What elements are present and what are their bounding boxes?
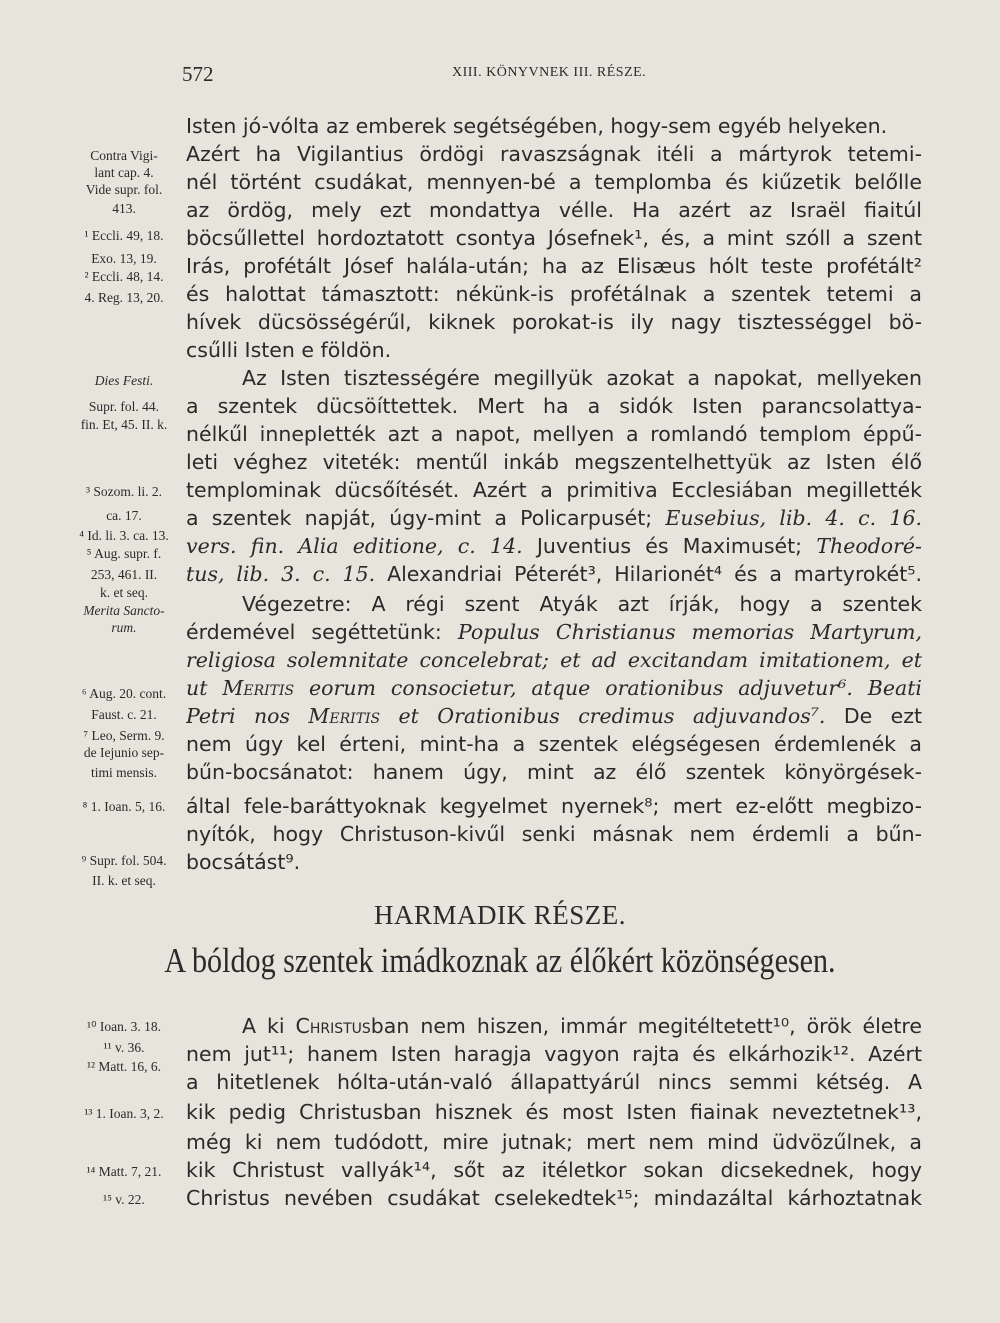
margin-note: ⁹ Supr. fol. 504. <box>81 853 167 868</box>
margin-note: ⁴ Id. li. 3. ca. 13. <box>79 528 169 543</box>
body-line: bűn-bocsánatot: hanem úgy, mint az élő szentek könyörgések- <box>186 760 922 784</box>
body-line: nyítók, hogy Christuson-kivűl senki másnak nem érdemli a bűn- <box>186 822 922 846</box>
margin-note: Faust. c. 21. <box>91 707 157 722</box>
body-line: kik Christust vallyák¹⁴, sőt az itéletkor sokan dicsekednek, hogy <box>186 1158 922 1182</box>
margin-note: ¹⁴ Matt. 7, 21. <box>86 1164 162 1179</box>
text-run: a szentek napját, úgy-mint a Policarpusét; <box>186 506 666 530</box>
latin-quote: eorum consocietur, atque orationibus adjuvetur⁶. Beati <box>294 676 922 700</box>
margin-note: ¹⁵ v. 22. <box>103 1192 145 1207</box>
margin-note: ca. 17. <box>106 508 142 523</box>
body-line <box>242 1012 922 1040</box>
body-line: Azért ha Vigilantius ördögi ravaszságnak itéli a mártyrok tetemi- <box>186 142 922 166</box>
body-line: templominak dücsőítését. Azért a primitiva Ecclesiában megillették <box>186 478 922 502</box>
margin-note: rum. <box>111 620 137 635</box>
margin-note: Contra Vigi- <box>90 148 158 163</box>
body-line: nél történt csudákat, mennyen-bé a templomba és kiűzetik belőlle <box>186 170 922 194</box>
margin-note: de Iejunio sep- <box>83 745 165 760</box>
body-line: Az Isten tisztességére megillyük azokat a napokat, mellyeken <box>242 366 922 390</box>
margin-note: ² Eccli. 48, 14. <box>84 269 164 284</box>
margin-note: Supr. fol. 44. <box>88 399 160 414</box>
latin-quote: et Orationibus credimus adjuvandos⁷. <box>380 704 826 728</box>
text-run: Christus <box>295 1014 371 1038</box>
text-run: A ki <box>242 1014 296 1038</box>
body-line <box>186 532 922 560</box>
citation: vers. fin. Alia editione, c. 14. <box>186 534 523 558</box>
margin-note: ¹³ 1. Ioan. 3, 2. <box>84 1106 164 1121</box>
body-line: csűlli Isten e földön. <box>186 338 392 362</box>
section-subtitle: A bóldog szentek imádkoznak az élőkért közönségesen. <box>164 941 836 980</box>
margin-note: Exo. 13, 19. <box>91 251 157 266</box>
margin-note: timi mensis. <box>90 765 157 780</box>
margin-note: ¹² Matt. 16, 6. <box>86 1059 162 1074</box>
margin-note: Dies Festi. <box>94 373 154 388</box>
latin-quote: Populus Christianus memorias Martyrum, <box>457 620 922 644</box>
margin-note: fin. Et, 45. II. k. <box>80 417 168 432</box>
body-line: még ki nem tudódott, mire jutnak; mert nem mind üdvözűlnek, a <box>186 1130 922 1154</box>
margin-note: ¹⁰ Ioan. 3. 18. <box>87 1019 161 1034</box>
latin-quote: Petri nos <box>186 704 309 728</box>
margin-note: ⁸ 1. Ioan. 5, 16. <box>82 799 166 814</box>
body-line <box>186 618 922 646</box>
body-line <box>186 560 922 588</box>
margin-note: 413. <box>112 201 136 216</box>
margin-note: Merita Sancto- <box>83 603 165 618</box>
body-line: az ördög, mely ezt mondattya vélle. Ha azért az Israël fiaitúl <box>186 198 922 222</box>
text-run: érdemével segéttetünk: <box>186 620 458 644</box>
body-line: Végezetre: A régi szent Atyák azt írják, hogy a szentek <box>242 592 922 616</box>
body-line: és halottat támasztott: nékünk-is profétálnak a szentek tetemi a <box>186 282 922 306</box>
body-line: Irás, profétált Jósef halála-után; ha az Elisæus hólt teste profétált² <box>186 254 922 278</box>
body-line: által fele-baráttyoknak kegyelmet nyernek⁸; mert ez-előtt megbizo- <box>186 794 922 818</box>
margin-note: lant cap. 4. <box>94 165 154 180</box>
page-number: 572 <box>182 62 214 86</box>
citation: Theodoré- <box>816 534 922 558</box>
body-line <box>186 504 922 532</box>
text-run: Juventius és Maximusét; <box>522 534 817 558</box>
body-line <box>186 646 922 674</box>
body-line <box>186 702 922 730</box>
margin-note: II. k. et seq. <box>92 873 156 888</box>
latin-quote: Meritis <box>308 704 381 728</box>
latin-quote: religiosa solemnitate concelebrat; et ad excitandam imitationem, et <box>186 648 922 672</box>
margin-note: ⁶ Aug. 20. cont. <box>81 686 167 701</box>
body-line: a szentek dücsöíttettek. Mert ha a sidók Isten parancsolattya- <box>186 394 922 418</box>
body-line: kik pedig Christusban hisznek és most Isten fiainak neveztetnek¹³, <box>186 1100 922 1124</box>
margin-note: 253, 461. II. <box>90 567 158 582</box>
latin-quote: Meritis <box>222 676 295 700</box>
margin-note: ⁷ Leo, Serm. 9. <box>83 728 165 743</box>
latin-quote: ut <box>186 676 223 700</box>
body-line: leti véghez viteték: mentűl inkáb megszentelhettyük az Isten élő <box>186 450 922 474</box>
text-run: Alexandriai Péterét³, Hilarionét⁴ és a martyrokét⁵. <box>375 562 922 586</box>
body-line: böcsűllettel hordoztatott csontya Jósefnek¹, és, a mint szóll a szent <box>186 226 922 250</box>
citation: tus, lib. 3. c. 15. <box>186 562 376 586</box>
margin-note: ¹ Eccli. 49, 18. <box>84 228 164 243</box>
body-line: Isten jó-vólta az emberek segétségében, hogy-sem egyéb helyeken. <box>186 114 888 138</box>
margin-note: k. et seq. <box>100 585 148 600</box>
margin-note: ⁵ Aug. supr. f. <box>86 546 162 561</box>
body-line: bocsátást⁹. <box>186 850 301 874</box>
body-line: nélkűl inneplették azt a napot, mellyen a romlandó templom éppű- <box>186 422 922 446</box>
margin-note: Vide supr. fol. <box>85 182 163 197</box>
text-run: ban nem hiszen, immár megitéltetett¹⁰, örök életre <box>370 1014 922 1038</box>
body-line: nem jut¹¹; hanem Isten haragja vagyon rajta és elkárhozik¹². Azért <box>186 1042 922 1066</box>
running-title: XIII. KÖNYVNEK III. RÉSZE. <box>452 65 647 80</box>
body-line: hívek dücsösségérűl, kiknek porokat-is ily nagy tisztességgel bö- <box>186 310 922 334</box>
body-line: a hitetlenek hólta-után-való állapattyárúl nincs semmi kétség. A <box>186 1070 922 1094</box>
body-line <box>186 674 922 702</box>
citation: Eusebius, lib. 4. c. 16. <box>665 506 922 530</box>
page-header <box>0 62 1000 86</box>
section-title: HARMADIK RÉSZE. <box>373 900 626 930</box>
margin-note: ¹¹ v. 36. <box>103 1040 145 1055</box>
body-line: nem úgy kel érteni, mint-ha a szentek elégségesen érdemlenék a <box>186 732 922 756</box>
text-run: De ezt <box>825 704 922 728</box>
margin-note: ³ Sozom. li. 2. <box>85 484 163 499</box>
body-line: Christus nevében csudákat cselekedtek¹⁵; mindazáltal kárhoztatnak <box>186 1186 922 1210</box>
margin-note: 4. Reg. 13, 20. <box>84 290 164 305</box>
